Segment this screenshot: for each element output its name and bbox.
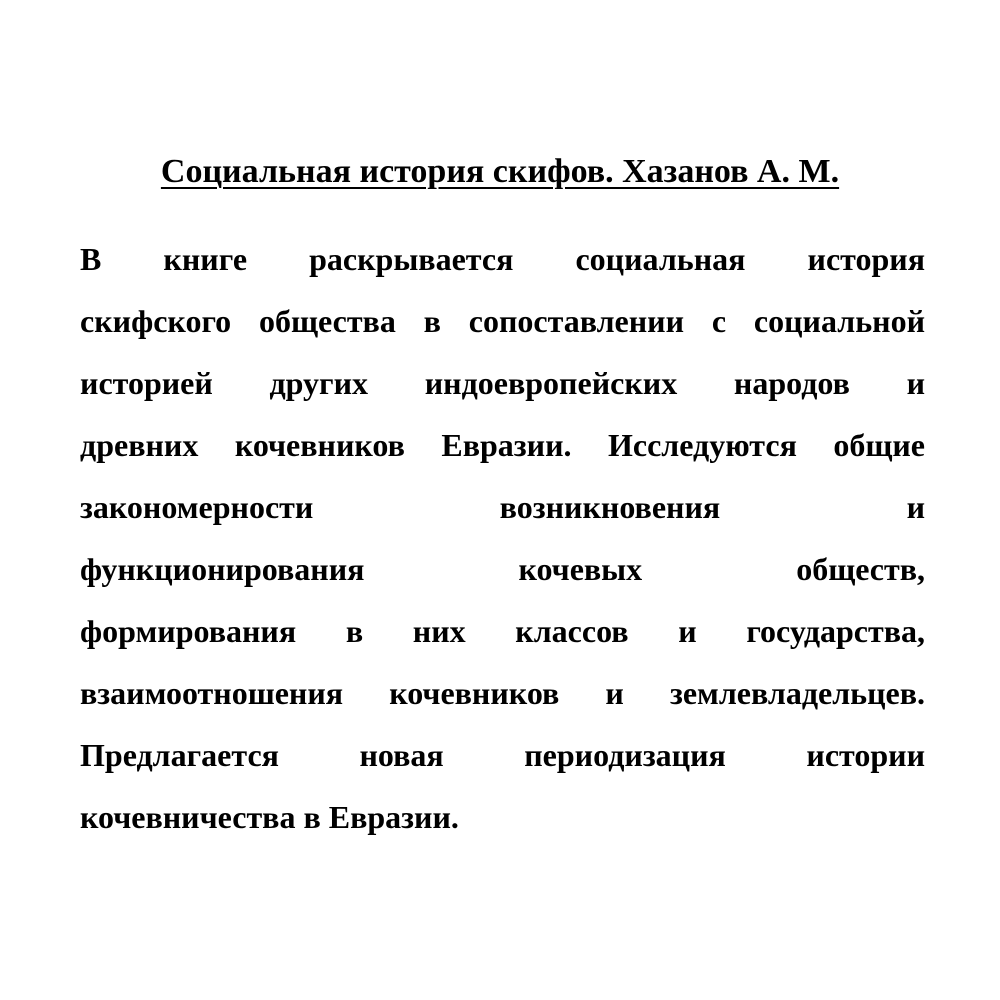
body-line-3: историей других индоевропейских народов и: [80, 365, 925, 401]
body-line-9: Предлагается новая периодизация истории: [80, 737, 925, 773]
document-title: [0, 150, 1000, 194]
document-title-text: Социальная история скифов. Хазанов А. М.: [160, 153, 840, 190]
body-line-8: взаимоотношения кочевников и землевладельцев.: [80, 675, 925, 711]
document-body: [80, 228, 925, 848]
body-line-5: закономерности возникновения и: [80, 489, 925, 525]
body-line-4: древних кочевников Евразии. Исследуются общие: [80, 427, 925, 463]
body-line-2: скифского общества в сопоставлении с социальной: [80, 303, 925, 339]
body-line-10: кочевничества в Евразии.: [80, 799, 459, 835]
body-line-7: формирования в них классов и государства,: [80, 613, 925, 649]
body-line-1: В книге раскрывается социальная история: [80, 241, 925, 277]
body-line-6: функционирования кочевых обществ,: [80, 551, 925, 587]
